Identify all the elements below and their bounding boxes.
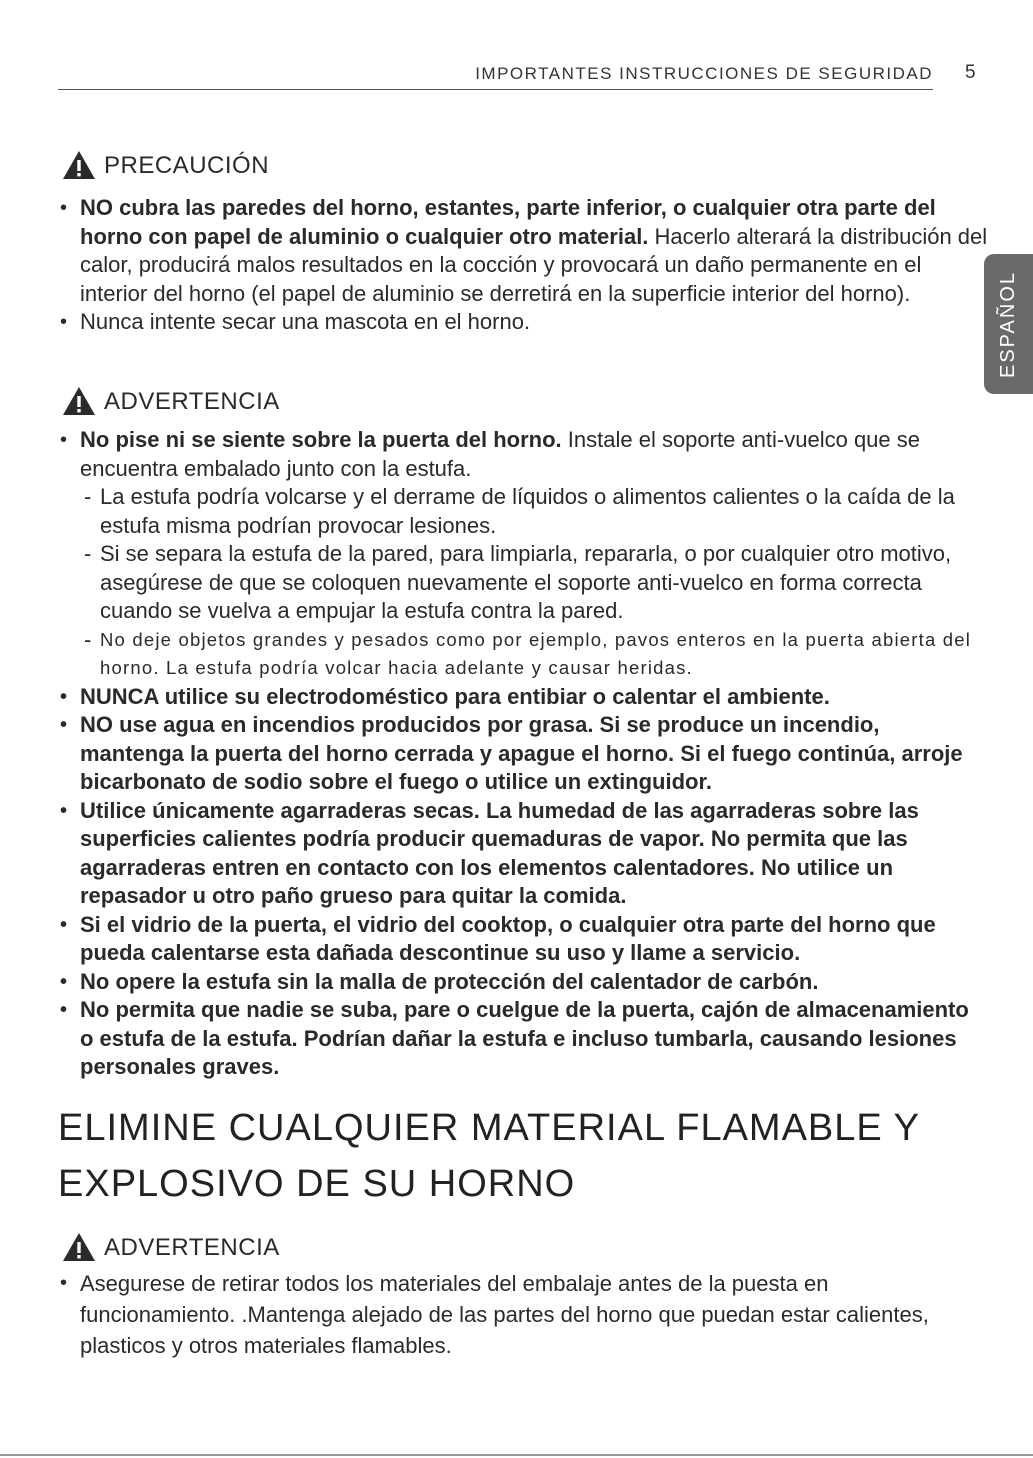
list-item: • Asegurese de retirar todos los materiales del embalaje antes de la puesta en funcionamiento. .Mantenga alejado de las partes del horno que puedan estar calientes, plasticos y otros materiales flamables. [58, 1268, 958, 1361]
caution-list [58, 194, 988, 337]
warning-heading-2 [62, 1232, 280, 1262]
item-text: Hacerlo alterará la distribución del calor, producirá malos resultados en la cocción y provocará un daño permanente en el interior del horno (el papel de aluminio se derretirá en la superficie interior del horno). [80, 223, 988, 306]
page-number: 5 [965, 62, 976, 83]
language-side-tab [984, 254, 1033, 394]
sub-list-item: - La estufa podría volcarse y el derrame de líquidos o alimentos calientes o la caída de la estufa misma podrían provocar lesiones. [80, 483, 988, 540]
warning-triangle-icon [62, 150, 96, 180]
caution-heading-label: PRECAUCIÓN [104, 152, 270, 179]
page-header-title: IMPORTANTES INSTRUCCIONES DE SEGURIDAD [475, 64, 933, 83]
warning-triangle-icon [62, 386, 96, 416]
caution-heading [62, 150, 269, 180]
language-side-tab-label: ESPAÑOL [997, 270, 1019, 378]
list-item: • NO use agua en incendios producidos por grasa. Si se produce un incendio, mantenga la puerta del horno cerrada y apague el horno. Si el fuego continúa, arroje bicarbonato de sodio sobre el fuego o utilice un extinguidor. [58, 711, 988, 797]
item-text: Nunca intente secar una mascota en el horno. [80, 309, 531, 334]
sub-list-item: - No deje objetos grandes y pesados como por ejemplo, pavos enteros en la puerta abierta del horno. La estufa podría volcar hacia adelante y causar heridas. [80, 626, 988, 683]
item-bold-text: No pise ni se siente sobre la puerta del horno. [80, 427, 562, 452]
sub-list [80, 483, 988, 683]
list-item: • Si el vidrio de la puerta, el vidrio del cooktop, o cualquier otra parte del horno que pueda calentarse esta dañada descontinue su uso y llame a servicio. [58, 911, 988, 968]
list-item: • Utilice únicamente agarraderas secas. La humedad de las agarraderas sobre las superficies calientes podría producir quemaduras de vapor. No permita que las agarraderas entren en contacto con los elementos calentadores. No utilice un repasador u otro paño grueso para quitar la comida. [58, 797, 988, 911]
warning-list [58, 426, 988, 1082]
section-title-line-2: EXPLOSIVO DE SU HORNO [58, 1163, 576, 1205]
item-text: Instale el soporte anti-vuelco que se encuentra embalado junto con la estufa. [80, 427, 920, 481]
list-item [58, 308, 988, 337]
sub-list-item: - Si se separa la estufa de la pared, para limpiarla, repararla, o por cualquier otro motivo, asegúrese de que se coloquen nuevamente el soporte anti-vuelco en forma correcta cuando se vuelva a empujar la estufa contra la pared. [80, 540, 988, 626]
list-item [58, 426, 988, 683]
bottom-rule [0, 1454, 1033, 1456]
section-title [58, 1100, 958, 1212]
section-title-line-1: ELIMINE CUALQUIER MATERIAL FLAMABLE Y [58, 1107, 920, 1149]
item-bold-text: NO cubra las paredes del horno, estantes, parte inferior, o cualquier otra parte del horno con papel de aluminio o cualquier otro material. [80, 195, 936, 249]
warning-list-2 [58, 1268, 958, 1361]
list-item: • No permita que nadie se suba, pare o cuelgue de la puerta, cajón de almacenamiento o estufa de la estufa. Podrían dañar la estufa e incluso tumbarla, causando lesiones personales graves. [58, 996, 988, 1082]
warning-heading-label: ADVERTENCIA [104, 388, 280, 415]
list-item: • NUNCA utilice su electrodoméstico para entibiar o calentar el ambiente. [58, 683, 988, 712]
warning-heading [62, 386, 280, 416]
list-item [58, 194, 988, 308]
warning-triangle-icon [62, 1232, 96, 1262]
warning-heading-2-label: ADVERTENCIA [104, 1234, 280, 1261]
list-item: • No opere la estufa sin la malla de protección del calentador de carbón. [58, 968, 988, 997]
header-rule [58, 89, 933, 90]
